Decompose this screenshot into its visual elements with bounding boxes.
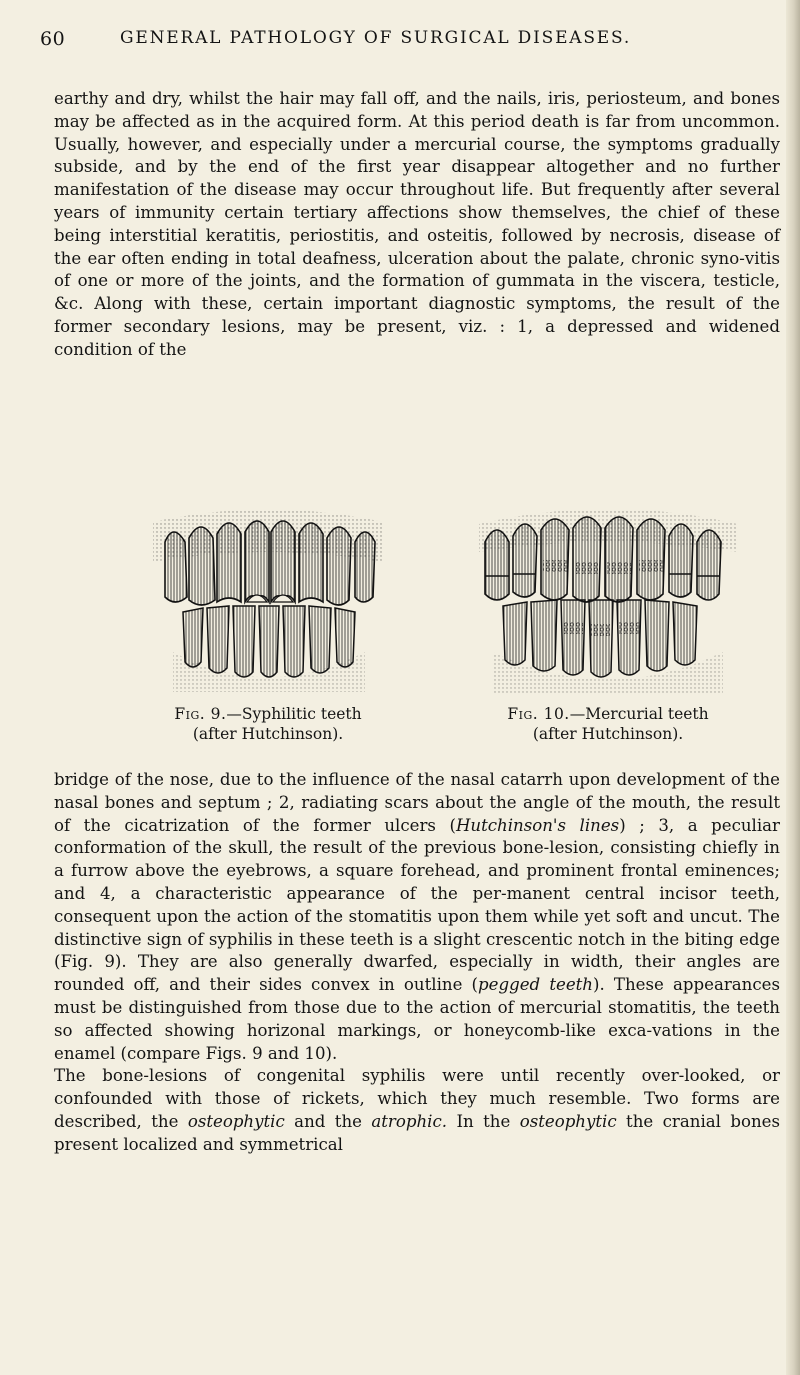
page-number: 60: [40, 28, 66, 50]
running-head-title: GENERAL PATHOLOGY OF SURGICAL DISEASES.: [120, 28, 632, 48]
text-run: the cranial bones present localized and symmetrical: [54, 1111, 780, 1154]
page-edge-shadow: [786, 0, 800, 1375]
text-run: bridge of the nose, due to the influence of the nasal catarrh upon development of the nasal bones and septum ; 2, radiating scars about the angle of the mouth, the result of the cicatrization of the former ulcers (: [54, 770, 780, 835]
paragraph-bottom-2: [54, 1065, 780, 1156]
figure-9-caption-main: —Syphilitic teeth: [226, 705, 362, 723]
figure-9-caption: [98, 704, 438, 744]
figure-syphilitic-teeth: [98, 502, 438, 744]
figure-9-label: Fig. 9.: [174, 705, 227, 723]
italic-term-osteophytic: osteophytic: [187, 1111, 285, 1131]
italic-term-hutchinsons-lines: Hutchinson's lines: [455, 815, 620, 835]
text-run: ) ; 3, a peculiar conformation of the skull, the result of the previous bone-lesion, consisting chiefly in a furrow above the eyebrows, a square forehead, and prominent frontal eminences; and 4, a characteristic appearance of the per-manent central incisor teeth, consequent upon the action of the stomatitis upon them while yet soft and uncut. The distinctive sign of syphilis in these teeth is a slight crescentic notch in the biting edge (Fig. 9). They are also generally dwarfed, especially in width, their angles are rounded off, and their sides convex in outline (: [54, 815, 780, 995]
paragraph-top: [54, 88, 780, 362]
text-run: The bone-lesions of congenital syphilis were until recently over-looked, or confounded with those of rickets, which they much resemble. Two forms are described, the: [54, 1066, 780, 1131]
text-run: ). These appearances must be distinguished from those due to the action of mercurial stomatitis, the teeth so affected showing horizonal markings, or honeycomb-like exca-vations in the enamel (compare Figs. 9 and 10).: [54, 975, 780, 1063]
figure-mercurial-teeth: [438, 502, 778, 744]
text-run: and the: [284, 1111, 372, 1131]
figure-9-caption-sub: (after Hutchinson).: [192, 725, 344, 743]
italic-term-pegged-teeth: pegged teeth: [478, 975, 593, 995]
mercurial-teeth-illustration: [473, 502, 743, 702]
text-run: In the: [447, 1111, 520, 1131]
italic-term-atrophic: atrophic.: [371, 1111, 448, 1131]
paragraph-bottom-1: [54, 769, 780, 1065]
page-header: [40, 28, 780, 52]
paragraph-bottom: [54, 769, 780, 1157]
figure-10-caption-main: —Mercurial teeth: [569, 705, 709, 723]
figure-10-label: Fig. 10.: [507, 705, 570, 723]
figure-10-caption-sub: (after Hutchinson).: [532, 725, 684, 743]
syphilitic-teeth-illustration: [143, 502, 393, 702]
paragraph-text: earthy and dry, whilst the hair may fall off, and the nails, iris, periosteum, and bones may be affected as in the acquired form. At this period death is far from uncommon. Usually, however, and especially under a mercurial course, the symptoms gradually subside, and by the end of the first year disappear altogether and no further manifestation of the disease may occur throughout life. But frequently after several years of immunity certain tertiary affections show themselves, the chief of these being interstitial keratitis, periostitis, and osteitis, followed by necrosis, disease of the ear often ending in total deafness, ulceration about the palate, chronic syno-vitis of one or more of the joints, and the formation of gummata in the viscera, testicle, &c. Along with these, certain important diagnostic symptoms, the result of the former secondary lesions, may be present, viz. : 1, a depressed and widened condition of the: [54, 89, 780, 359]
italic-term-osteophytic: osteophytic: [519, 1111, 617, 1131]
figure-10-caption: [438, 704, 778, 744]
